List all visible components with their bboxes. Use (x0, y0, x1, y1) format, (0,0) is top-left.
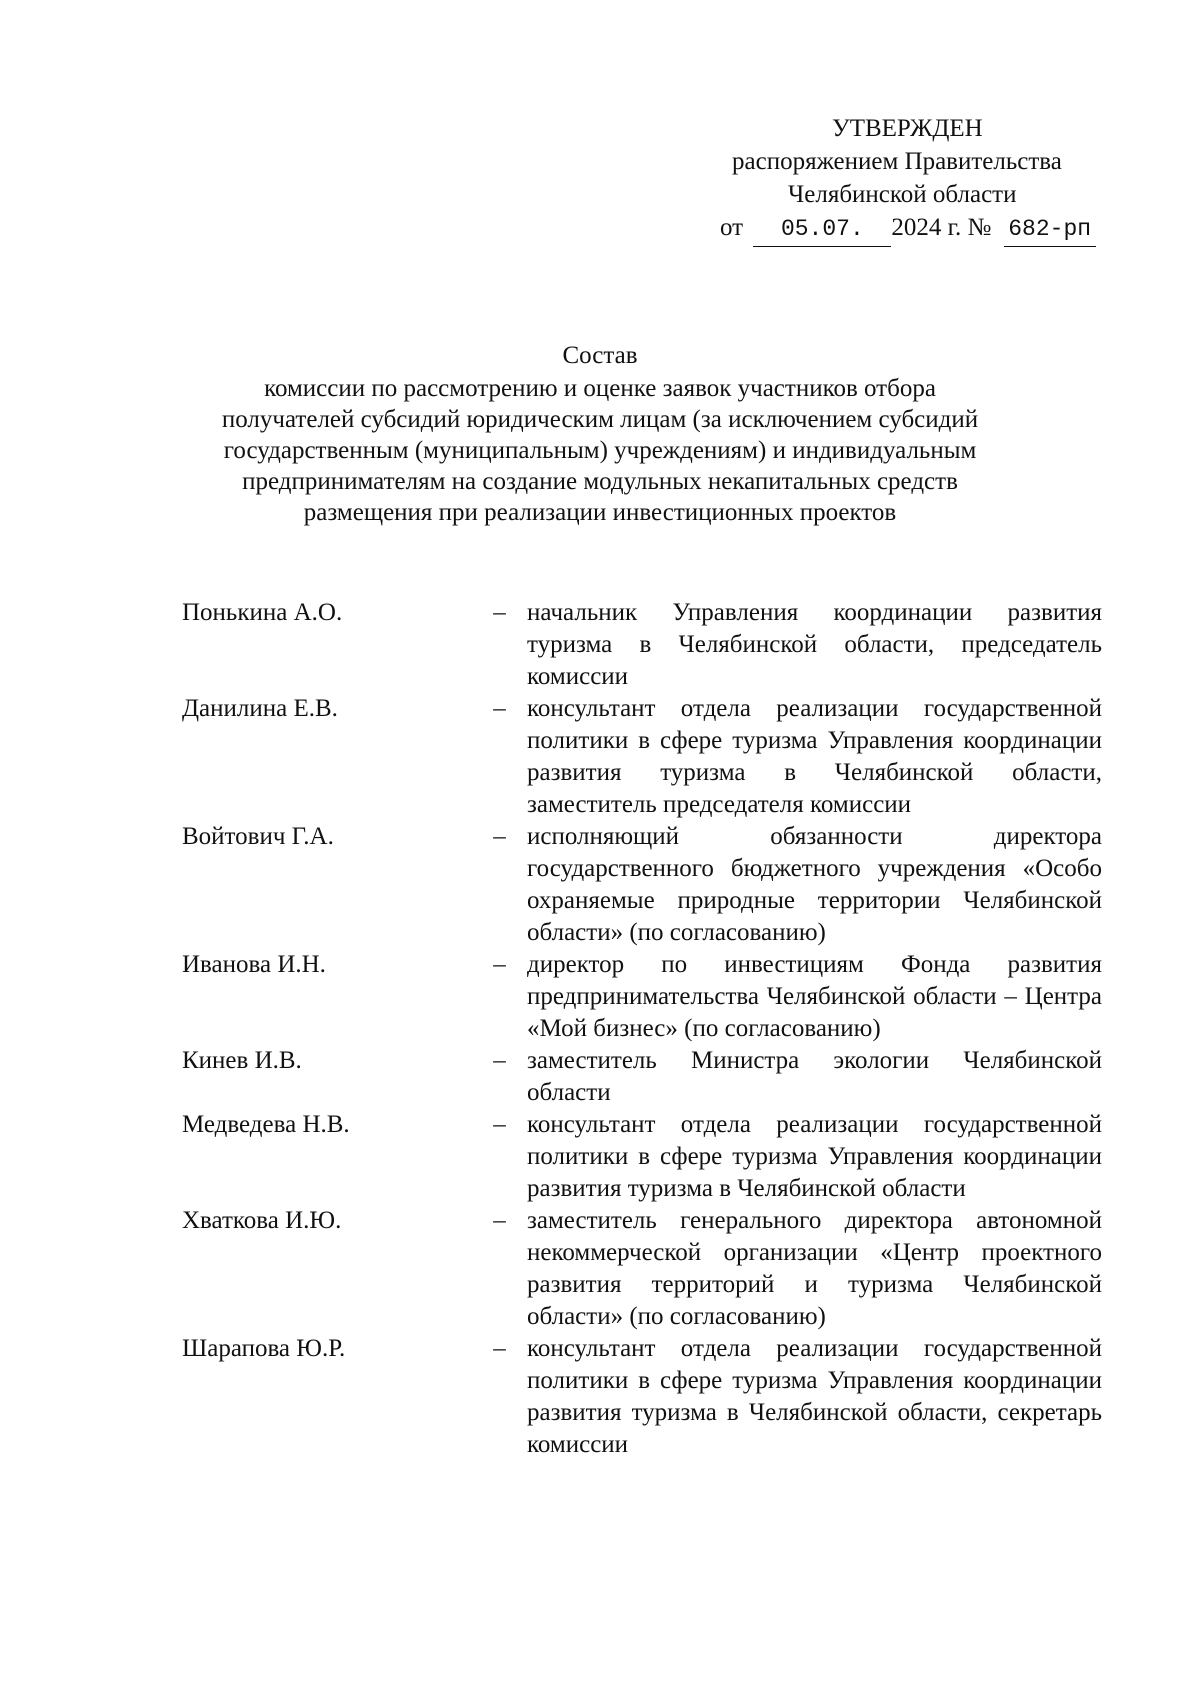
member-name: Понькина А.О. (182, 599, 343, 626)
member-row (182, 1109, 1102, 1205)
number-field: 682-рп (1004, 213, 1096, 247)
member-dash: – (493, 1047, 506, 1074)
subtitle-line: получателей субсидий юридическим лицам (за исключением субсидий (221, 406, 979, 433)
approval-line-3: Челябинской области (788, 181, 1017, 208)
member-role: заместитель генерального директора автономной некоммерческой организации «Центр проектного развития территорий и туризма Челябинской области» (по согласованию) (527, 1207, 1102, 1330)
document-title (0, 340, 1200, 528)
member-role: консультант отдела реализации государственной политики в сфере туризма Управления координации развития туризма в Челябинской области, секретарь комиссии (527, 1335, 1102, 1458)
member-row (182, 949, 1102, 1045)
member-dash: – (493, 695, 506, 722)
member-dash: – (493, 599, 506, 626)
member-name: Данилина Е.В. (182, 695, 338, 722)
member-dash: – (493, 1207, 506, 1234)
member-name: Шарапова Ю.Р. (182, 1335, 346, 1362)
from-label: от (720, 214, 744, 241)
date-field: 05.07. (753, 213, 891, 247)
year-label: 2024 г. № (891, 214, 992, 241)
approval-date-line (720, 211, 1120, 244)
approval-block (720, 112, 1120, 244)
member-name: Хваткова И.Ю. (182, 1207, 342, 1234)
member-row (182, 1333, 1102, 1461)
member-name: Иванова И.Н. (182, 951, 326, 978)
member-row (182, 1045, 1102, 1109)
member-role: консультант отдела реализации государственной политики в сфере туризма Управления координации развития туризма в Челябинской области (527, 1111, 1102, 1202)
approval-title: УТВЕРЖДЕН (832, 115, 983, 142)
member-dash: – (493, 1335, 506, 1362)
member-row (182, 1205, 1102, 1333)
document-heading: Состав (562, 342, 638, 369)
subtitle-line: размещения при реализации инвестиционных проектов (303, 499, 897, 526)
subtitle-line: комиссии по рассмотрению и оценке заявок участников отбора (264, 375, 936, 402)
member-name: Войтович Г.А. (182, 823, 334, 850)
member-row (182, 597, 1102, 693)
member-name: Кинев И.В. (182, 1047, 302, 1074)
member-role: начальник Управления координации развития туризма в Челябинской области, председатель комиссии (527, 599, 1102, 690)
member-row (182, 693, 1102, 821)
subtitle-line: предпринимателям на создание модульных некапитальных средств (242, 468, 958, 495)
member-dash: – (493, 951, 506, 978)
member-row (182, 821, 1102, 949)
member-role: заместитель Министра экологии Челябинской области (527, 1047, 1102, 1106)
approval-line-2: распоряжением Правительства (732, 148, 1062, 175)
subtitle-line: государственным (муниципальным) учреждениям) и индивидуальным (223, 437, 977, 464)
member-role: директор по инвестициям Фонда развития предпринимательства Челябинской области – Центра «Мой бизнес» (по согласованию) (527, 951, 1102, 1042)
members-list (182, 597, 1102, 1461)
member-dash: – (493, 823, 506, 850)
member-dash: – (493, 1111, 506, 1138)
member-role: консультант отдела реализации государственной политики в сфере туризма Управления координации развития туризма в Челябинской области, заместитель председателя комиссии (527, 695, 1102, 818)
member-role: исполняющий обязанности директора государственного бюджетного учреждения «Особо охраняемые природные территории Челябинской области» (по согласованию) (527, 823, 1102, 946)
member-name: Медведева Н.В. (182, 1111, 350, 1138)
